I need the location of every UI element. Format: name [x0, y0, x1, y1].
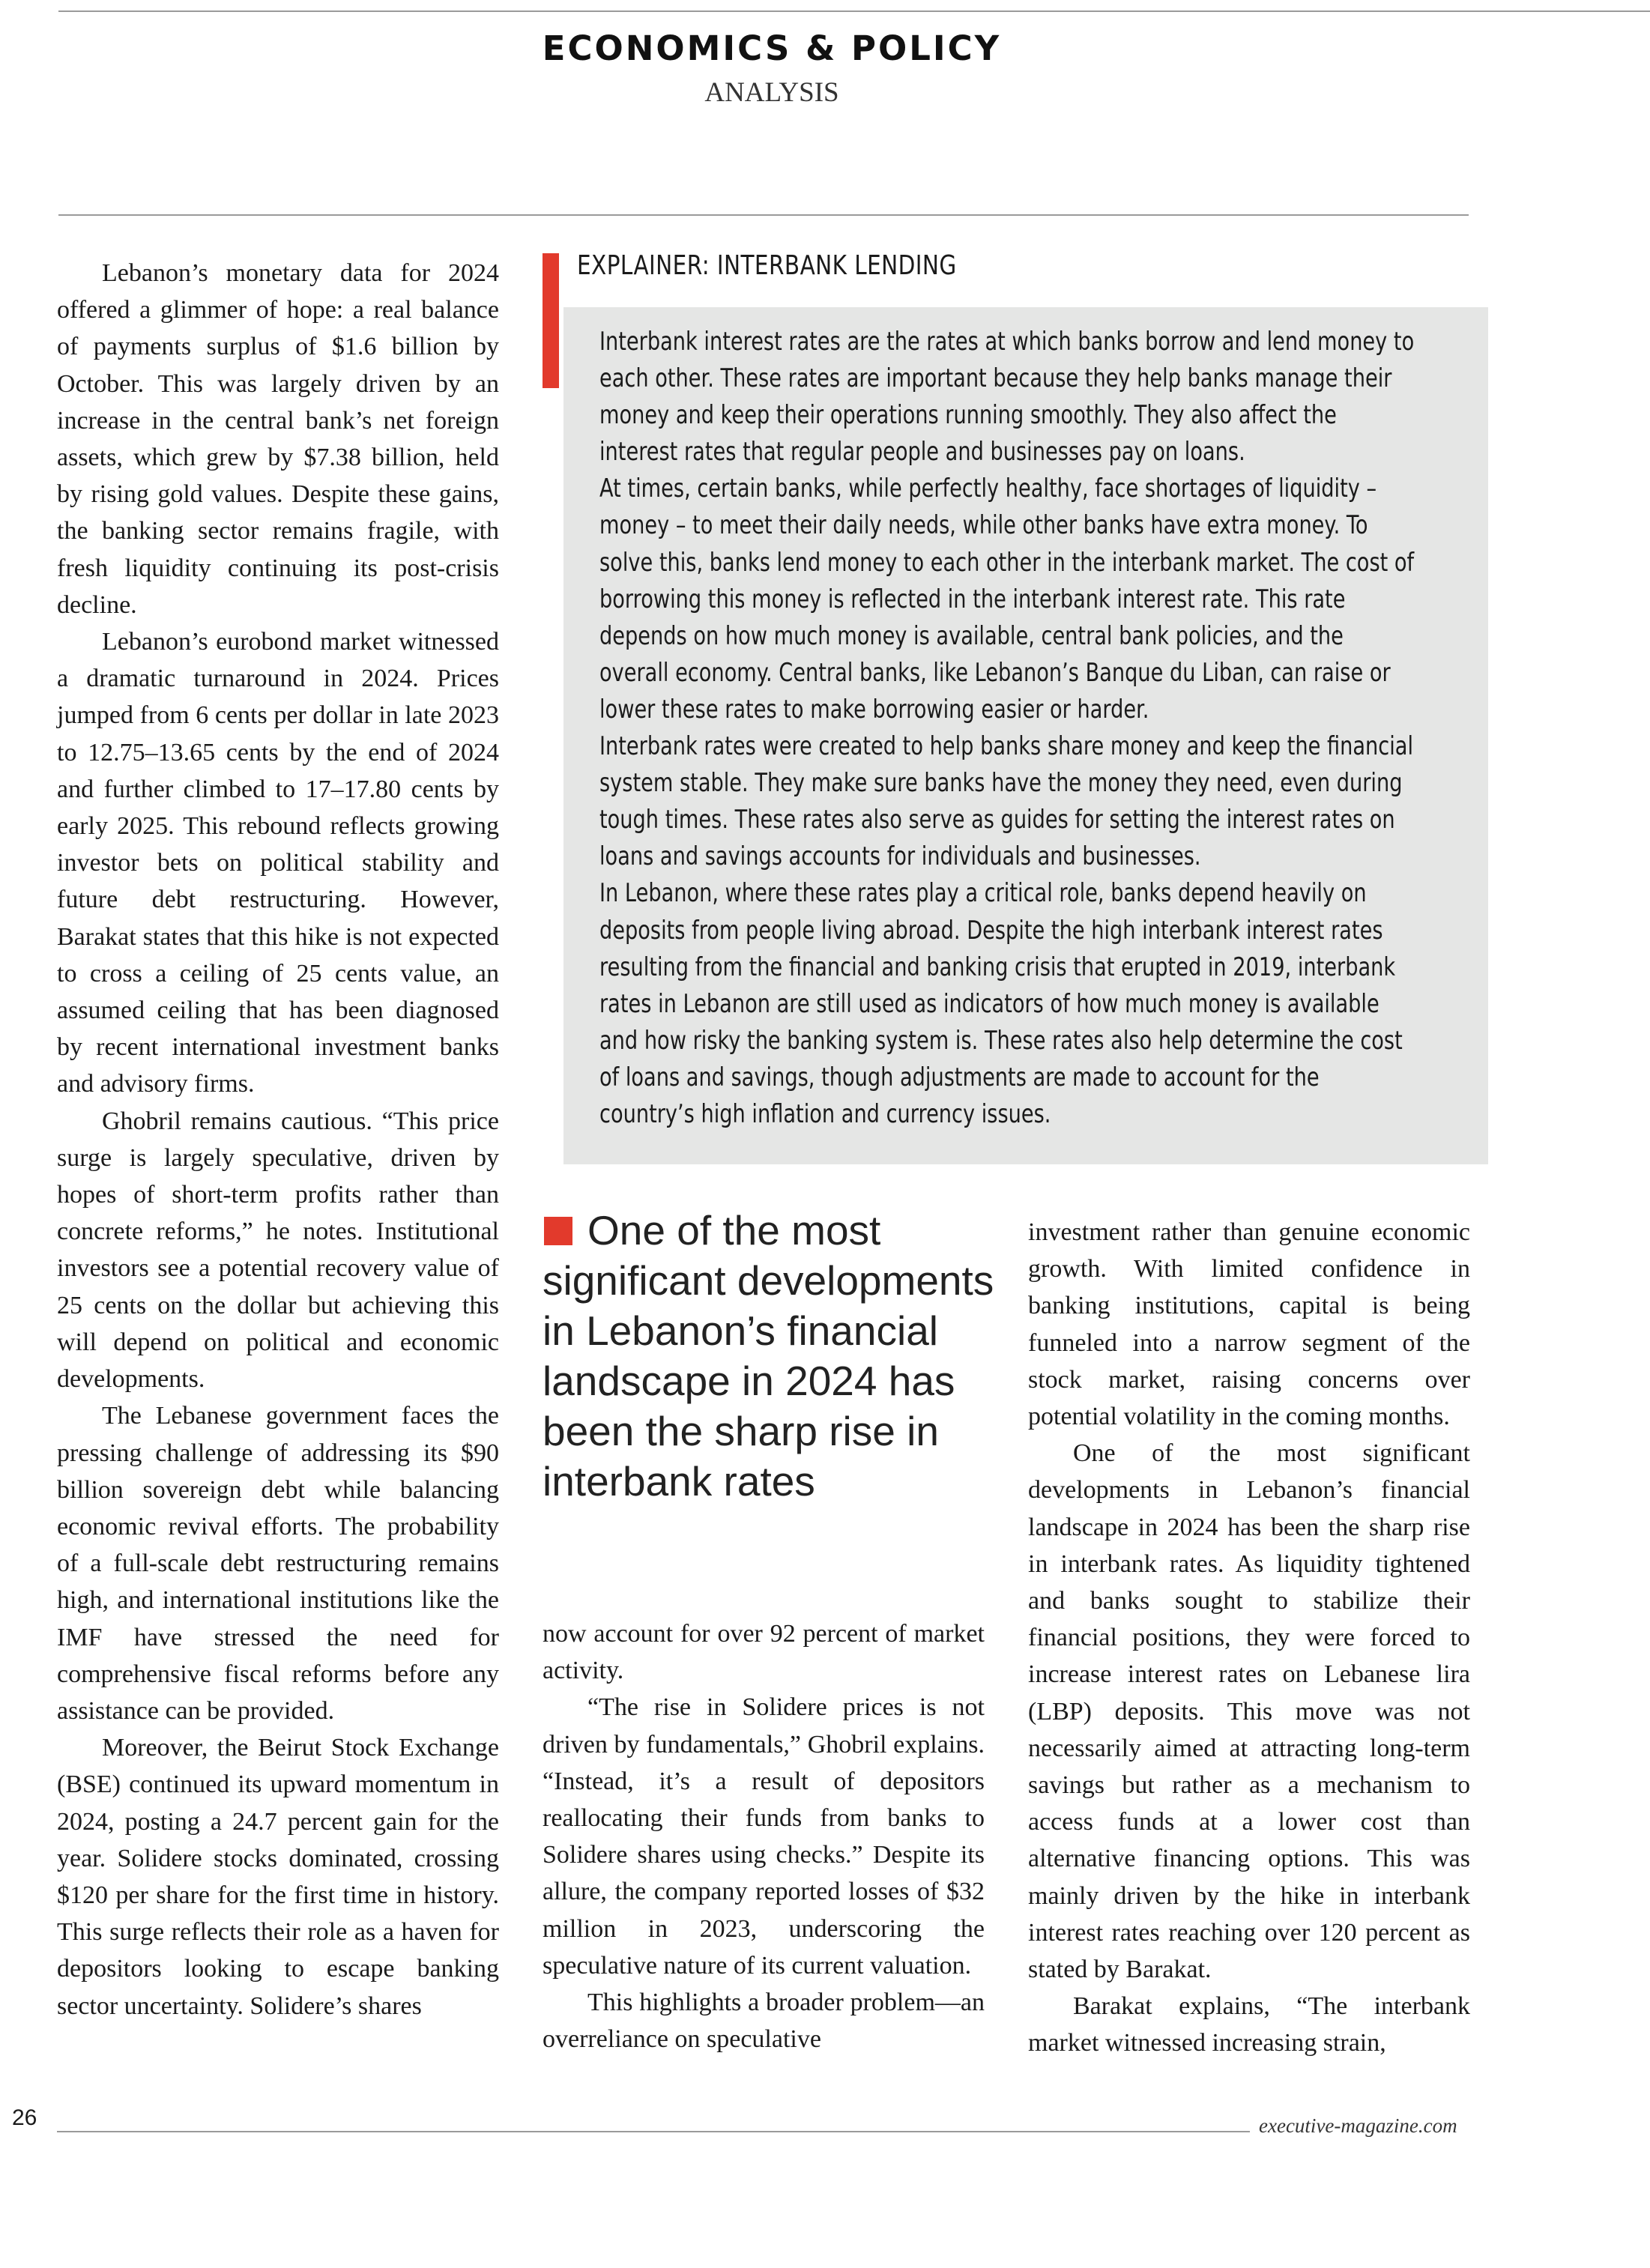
page-number: 26 [12, 2105, 37, 2130]
left-paragraph-4: The Lebanese government faces the pressing challenge of addressing its $90 billion sovereign debt while balancing economic revival efforts. The probability of a full-scale debt restructuring remains high, and international institutions like the IMF have stressed the need for comprehensive fiscal reforms before any assistance can be provided. [57, 1402, 499, 1725]
footer-rule [57, 2131, 1250, 2132]
left-paragraph-1: Lebanon’s monetary data for 2024 offered a glimmer of hope: a real balance of payments surplus of $1.6 billion by October. This was largely driven by an increase in the central bank’s net foreign assets, which grew by $7.38 billion, held by rising gold values. Despite these gains, the banking sector remains fragile, with fresh liquidity continuing its post-crisis decline. [57, 259, 499, 619]
middle-paragraph-1: now account for over 92 percent of market activity. [543, 1620, 985, 1685]
left-paragraph-3: Ghobril remains cautious. “This price surge is largely speculative, driven by hopes of short-term profits rather than concrete reforms,” he notes. Institutional investors see a potential recovery value of 25 cents on the dollar but achieving this will depend on political and economic developments. [57, 1107, 499, 1394]
section-subtitle: ANALYSIS [704, 77, 839, 108]
left-column [57, 255, 499, 2024]
middle-paragraph-3: This highlights a broader problem—an overreliance on speculative [543, 1989, 985, 2054]
right-paragraph-1: investment rather than genuine economic growth. With limited confidence in banking institutions, capital is being funneled into a narrow segment of the stock market, raising concerns over potential volatility in the coming months. [1028, 1218, 1470, 1431]
website-url: executive-magazine.com [1259, 2114, 1457, 2137]
left-paragraph-5: Moreover, the Beirut Stock Exchange (BSE) continued its upward momentum in 2024, posting a 24.7 percent gain for the year. Solidere stocks dominated, crossing $120 per share for the first time in history. This surge reflects their role as a haven for depositors looking to escape banking sector uncertainty. Solidere’s shares [57, 1734, 499, 2020]
explainer-title: EXPLAINER: INTERBANK LENDING [577, 250, 957, 281]
right-paragraph-2: One of the most significant developments in Lebanon’s financial landscape in 2024 has been the sharp rise in interbank rates. As liquidity tightened and banks sought to stabilize their financial positions, they were forced to increase interest rates on Lebanese lira (LBP) deposits. This move was not necessarily aimed at attracting long-term savings but rather as a mechanism to access funds at a lower cost than alternative financing options. This was mainly driven by the hike in interbank interest rates reaching over 120 percent as stated by Barakat. [1028, 1439, 1470, 1984]
explainer-paragraph-2: At times, certain banks, while perfectly healthy, face shortages of liquidity – money – to meet their daily needs, while other banks have extra money. To solve this, banks lend money to each other in the interbank market. The cost of borrowing this money is reflected in the interbank interest rate. This rate depends on how much money is available, central bank policies, and the overall economy. Central banks, like Lebanon’s Banque du Liban, can raise or lower these rates to make borrowing easier or harder. [599, 474, 1415, 725]
explainer-paragraph-1: Interbank interest rates are the rates at which banks borrow and lend money to each other. These rates are important because they help banks manage their money and keep their operations running smoothly. They also affect the interest rates that regular people and businesses pay on loans. [599, 327, 1415, 468]
middle-paragraph-2: “The rise in Solidere prices is not driven by fundamentals,” Ghobril explains. “Instead, it’s a result of depositors reallocating their funds from banks to Solidere shares using checks.” Despite its allure, the company reported losses of $32 million in 2023, underscoring the speculative nature of its current valuation. [543, 1693, 985, 1980]
explainer-paragraph-3: Interbank rates were created to help banks share money and keep the financial system stable. They make sure banks have the money they need, even during tough times. These rates also serve as guides for setting the interest rates on loans and savings accounts for individuals and businesses. [599, 731, 1413, 872]
pull-quote: One of the most significant developments in Lebanon’s financial landscape in 2024 has been the sharp rise in interbank rates [543, 1207, 994, 1505]
section-title: ECONOMICS & POLICY [542, 28, 1002, 68]
explainer-accent-bar [543, 253, 559, 388]
middle-column [543, 1615, 985, 2057]
explainer-paragraph-4: In Lebanon, where these rates play a critical role, banks depend heavily on deposits from people living abroad. Despite the high interbank interest rates resulting from the financial and banking crisis that erupted in 2019, interbank rates in Lebanon are still used as indicators of how much money is available and how risky the banking system is. These rates also help determine the cost of loans and savings, though adjustments are made to account for the country’s high inflation and currency issues. [599, 878, 1403, 1129]
left-paragraph-2: Lebanon’s eurobond market witnessed a dramatic turnaround in 2024. Prices jumped from 6 cents per dollar in late 2023 to 12.75–13.65 cents by the end of 2024 and further climbed to 17–17.80 cents by early 2025. This rebound reflects growing investor bets on political stability and future debt restructuring. However, Barakat states that this hike is not expected to cross a ceiling of 25 cents value, an assumed ceiling that has been diagnosed by recent international investment banks and advisory firms. [57, 628, 499, 1098]
explainer-text [599, 324, 1418, 1133]
right-column [1028, 1214, 1470, 2062]
top-rule [58, 10, 1650, 12]
header-divider [58, 214, 1469, 216]
right-paragraph-3: Barakat explains, “The interbank market witnessed increasing strain, [1028, 1992, 1470, 2057]
